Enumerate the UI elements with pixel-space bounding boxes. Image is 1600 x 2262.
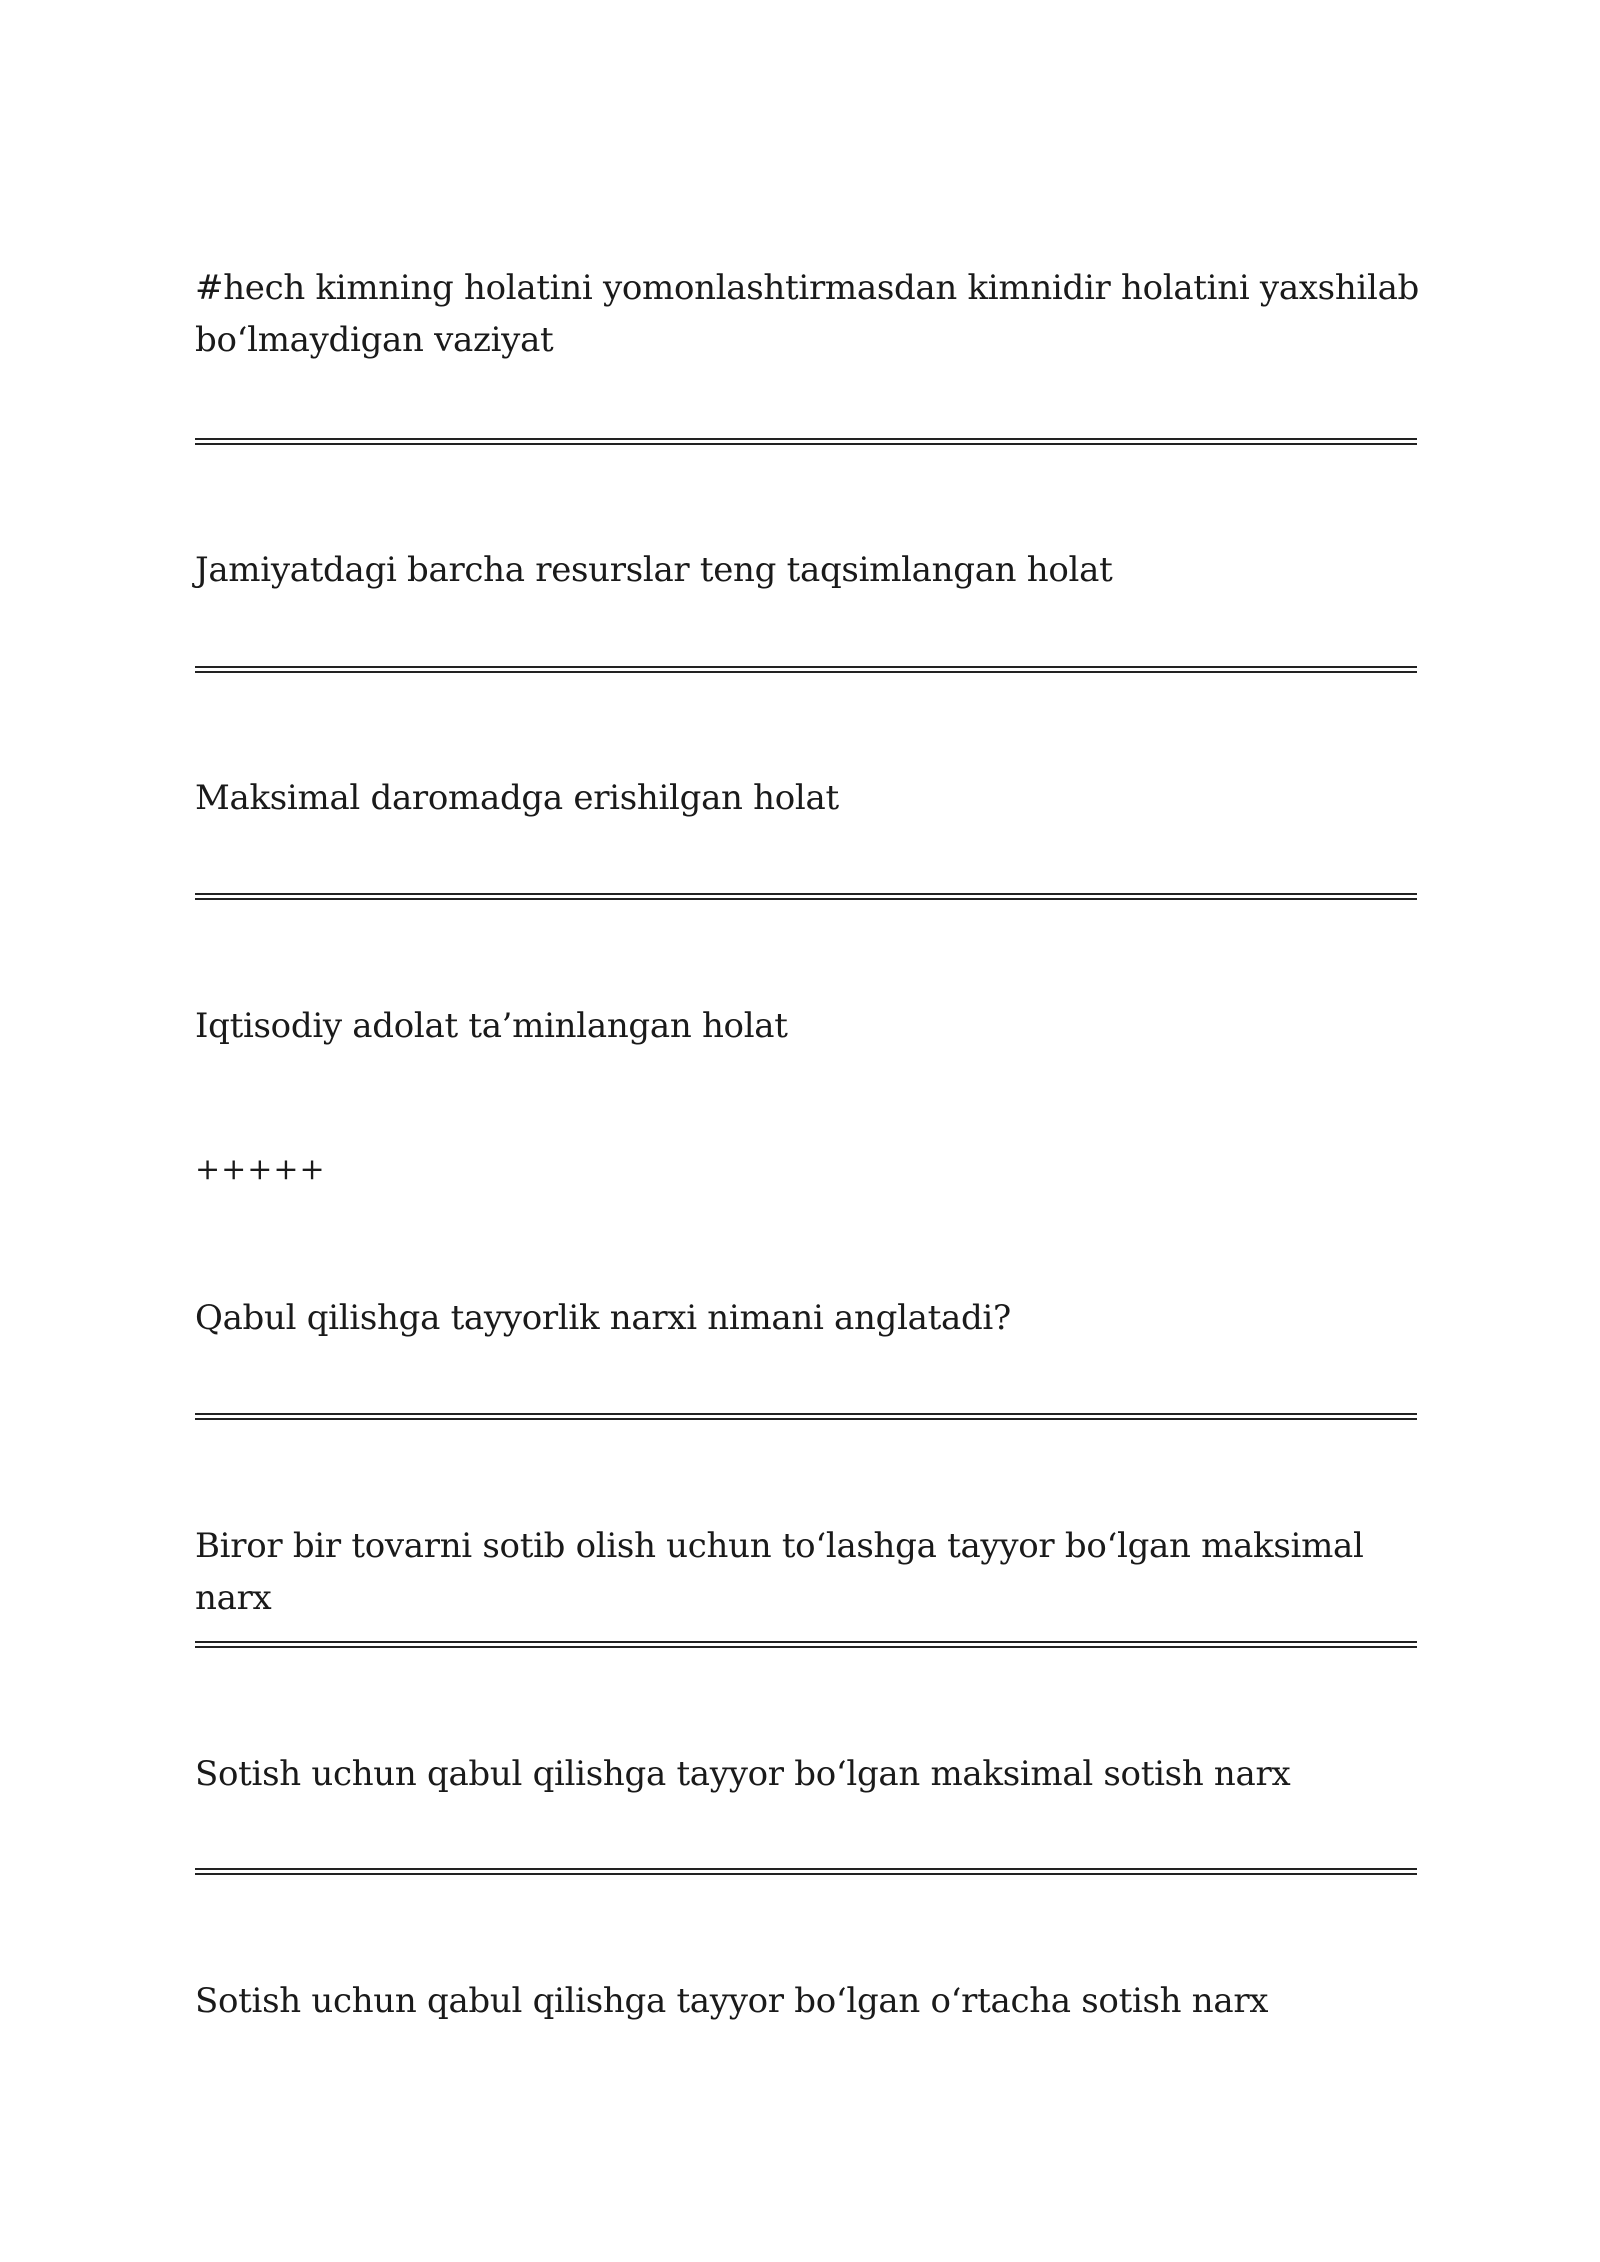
separator-line [195, 893, 1417, 900]
question-answer-text: #hech kimning holatini yomonlashtirmasdan kimnidir holatini yaxshilab bo‘lmaydigan vaziyat [195, 268, 1420, 360]
answer-option-text: Iqtisodiy adolat ta’minlangan holat [195, 1006, 788, 1046]
answer-option-text: Jamiyatdagi barcha resurslar teng taqsimlangan holat [195, 550, 1113, 590]
separator-line [195, 666, 1417, 673]
answer-option-text: Biror bir tovarni sotib olish uchun to‘lashga tayyor bo‘lgan maksimal narx [195, 1526, 1364, 1618]
separator-line [195, 1868, 1417, 1875]
separator-line [195, 1641, 1417, 1648]
answer-option-text: Sotish uchun qabul qilishga tayyor bo‘lgan maksimal sotish narx [195, 1754, 1291, 1794]
answer-option-text: Sotish uchun qabul qilishga tayyor bo‘lgan o‘rtacha sotish narx [195, 1981, 1269, 2021]
question-text: Qabul qilishga tayyorlik narxi nimani anglatadi? [195, 1298, 1011, 1338]
separator-line [195, 438, 1417, 445]
separator-line [195, 1413, 1417, 1420]
answer-option-text: Maksimal daromadga erishilgan holat [195, 778, 839, 818]
question-delimiter: +++++ [195, 1152, 326, 1187]
